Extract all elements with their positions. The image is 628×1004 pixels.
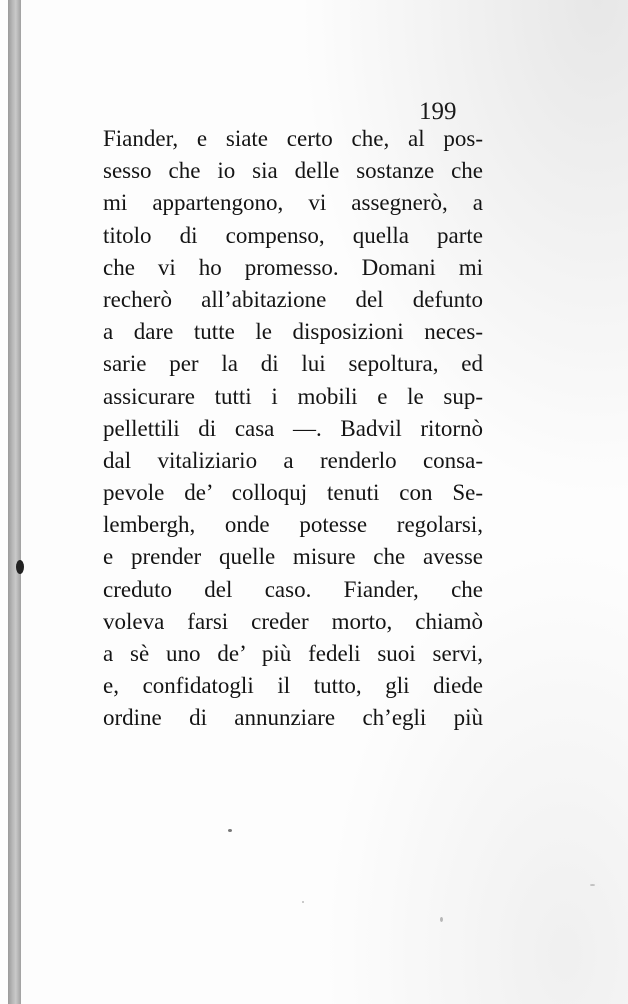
text-line: pevole de’ colloquj tenuti con Se-: [103, 480, 483, 506]
paper-speck: [590, 884, 595, 886]
paper-speck: [228, 829, 232, 832]
text-line: e prender quelle misure che avesse: [103, 544, 483, 570]
text-line: titolo di compenso, quella parte: [103, 222, 483, 248]
text-line: mi appartengono, vi assegnerò, a: [103, 190, 483, 216]
page-spine-shadow: [8, 0, 21, 1004]
paper-speck: [440, 917, 443, 922]
text-line: a dare tutte le disposizioni neces-: [103, 319, 483, 345]
text-line: pellettili di casa —. Badvil ritornò: [103, 415, 483, 441]
text-line: Fiander, e siate certo che, al pos-: [103, 126, 483, 151]
text-line: sarie per la di lui sepoltura, ed: [103, 351, 483, 377]
text-line: lembergh, onde potesse regolarsi,: [103, 512, 483, 538]
page-number: 199: [419, 98, 457, 125]
text-line: ordine di annunziare ch’egli più: [103, 705, 483, 731]
text-line: recherò all’abitazione del defunto: [103, 286, 483, 312]
text-line: e, confidatogli il tutto, gli diede: [103, 673, 483, 699]
text-line: dal vitaliziario a renderlo consa-: [103, 447, 483, 473]
text-line: a sè uno de’ più fedeli suoi servi,: [103, 641, 483, 666]
text-line: voleva farsi creder morto, chiamò: [103, 608, 483, 634]
body-text: [103, 123, 483, 735]
text-line: creduto del caso. Fiander, che: [103, 576, 483, 602]
text-line: che vi ho promesso. Domani mi: [103, 254, 483, 280]
paper-speck: [302, 901, 304, 903]
ink-blot: [16, 560, 24, 574]
text-line: sesso che io sia delle sostanze che: [103, 158, 483, 184]
text-line: assicurare tutti i mobili e le sup-: [103, 383, 483, 409]
